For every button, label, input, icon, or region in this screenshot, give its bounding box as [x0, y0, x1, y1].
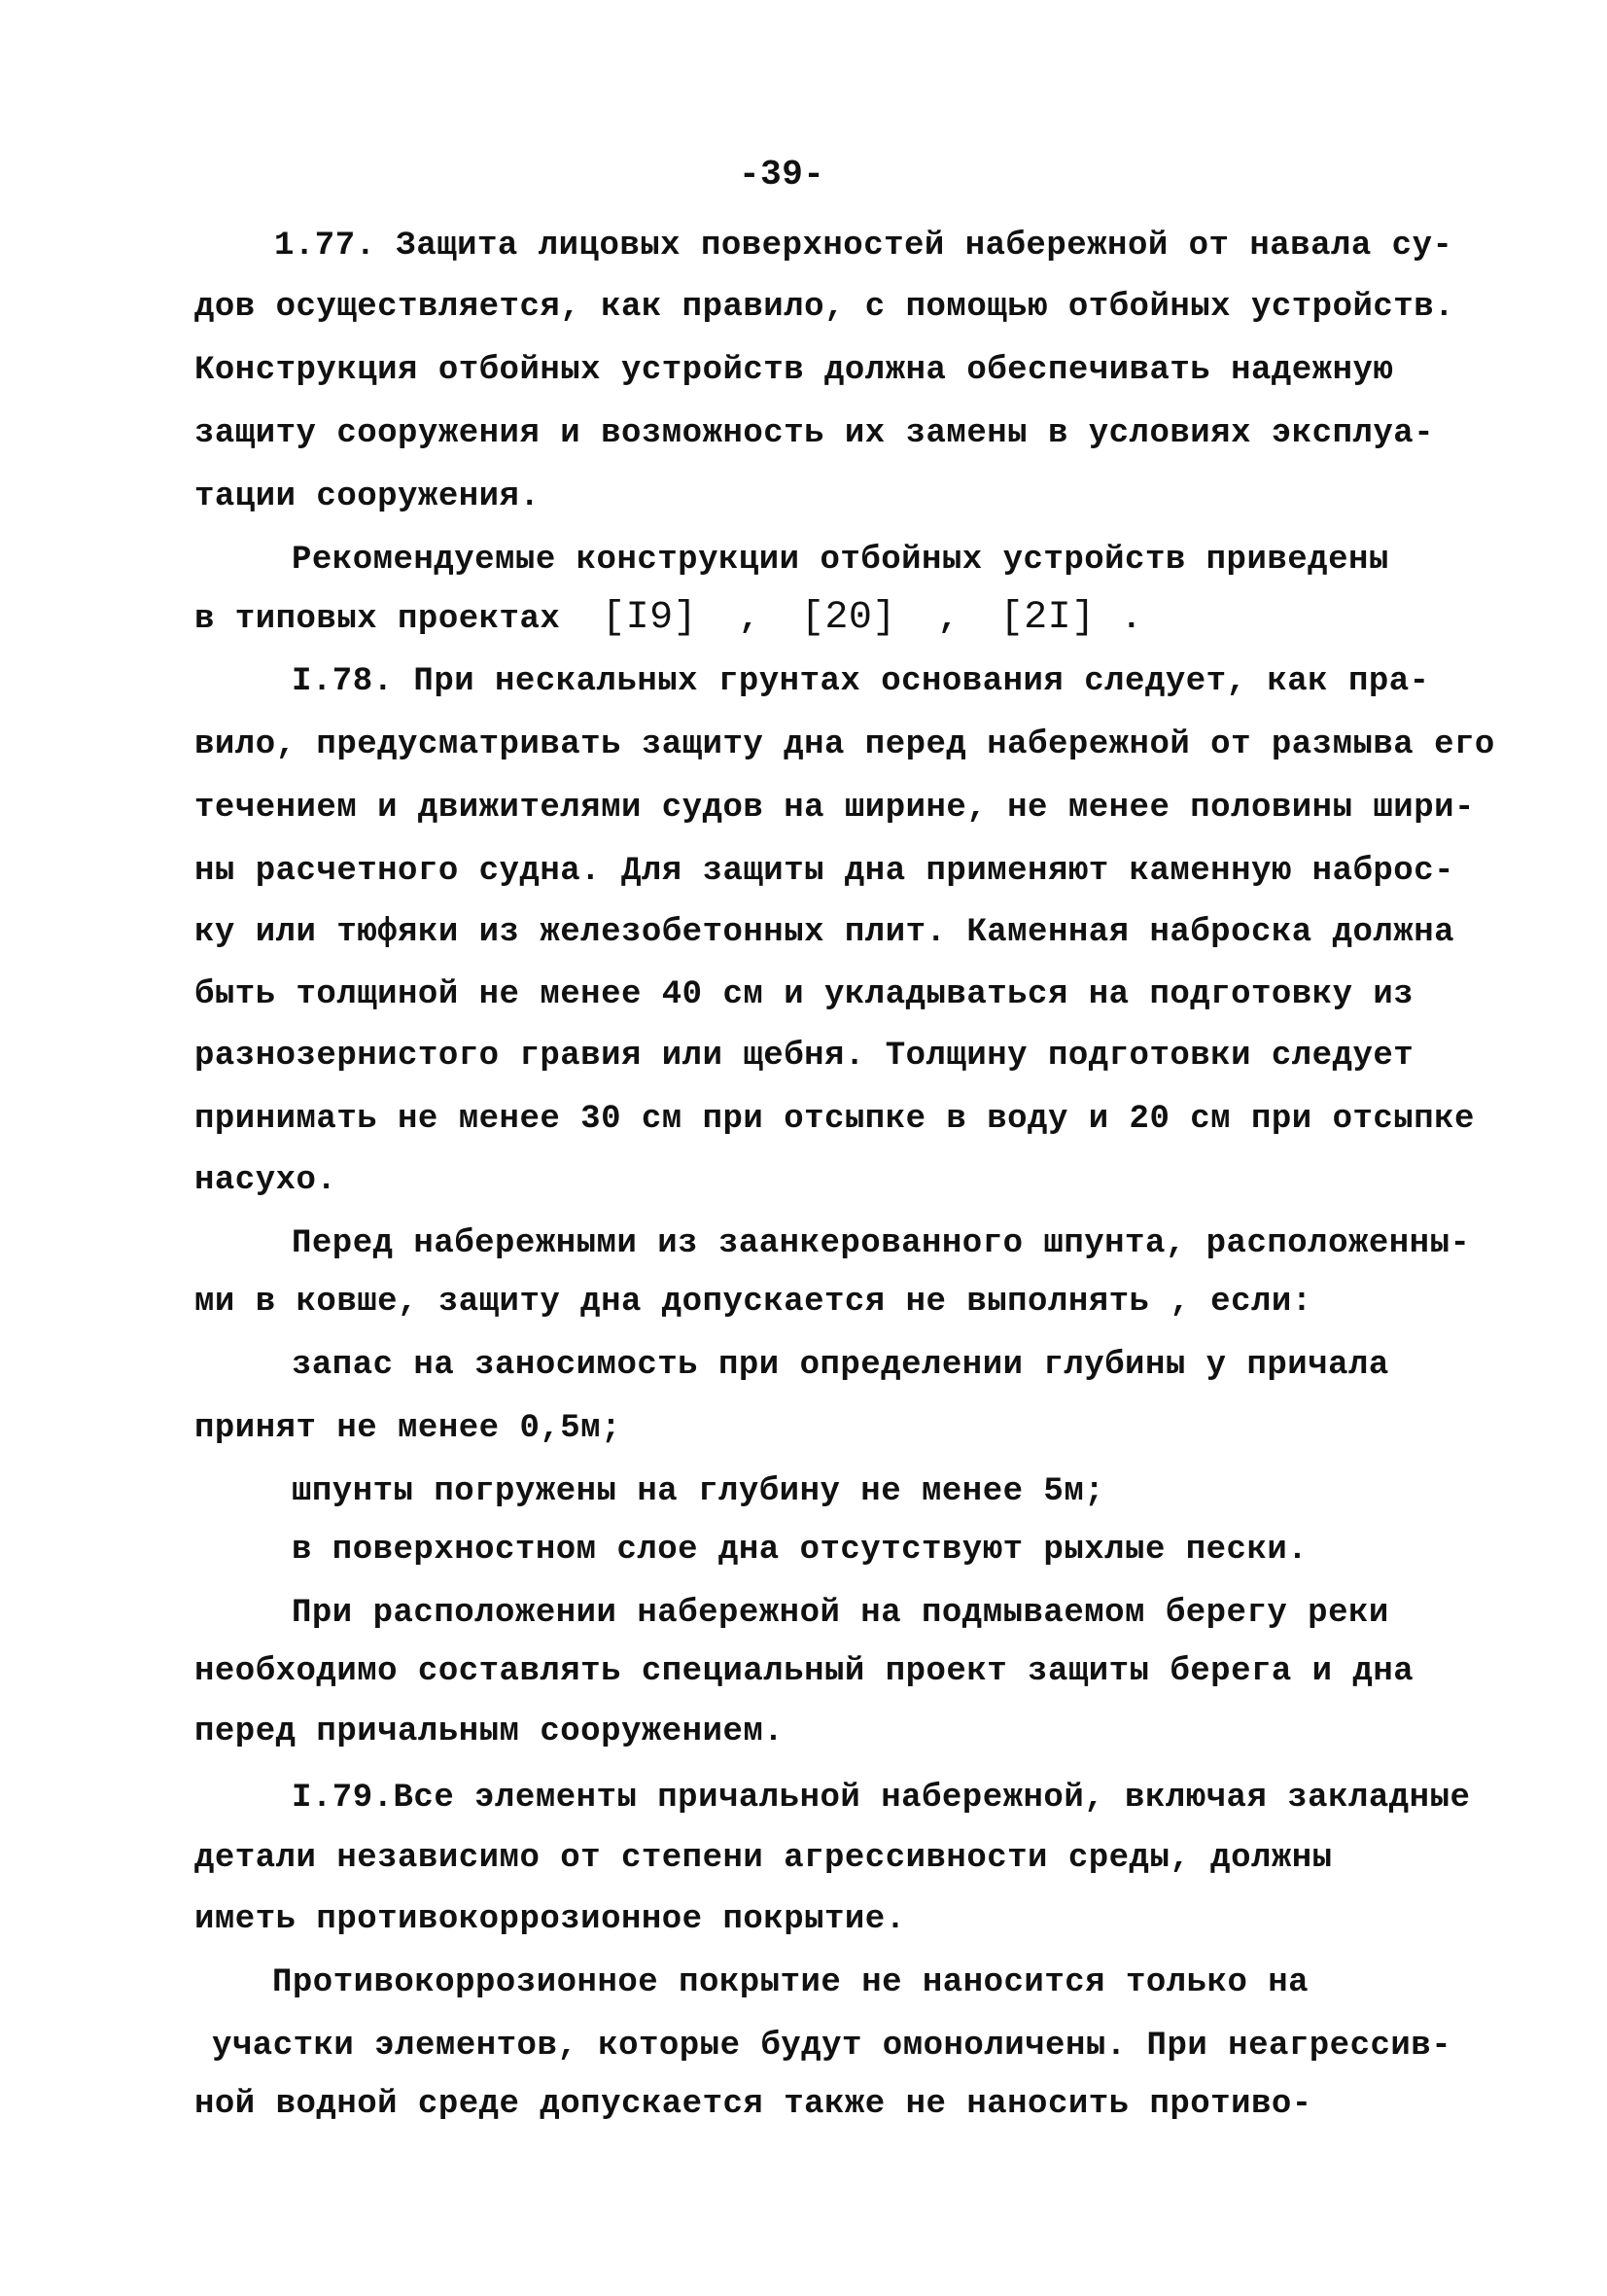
text-line: шпунты погружены на глубину не менее 5м;: [292, 1473, 1105, 1510]
text-line: течением и движителями судов на ширине, не менее половины шири-: [194, 790, 1475, 827]
text-line: вило, предусматривать защиту дна перед набережной от размыва его: [194, 726, 1495, 763]
text-line: запас на заносимость при определении глубины у причала: [292, 1347, 1389, 1384]
text-line: Противокоррозионное покрытие не наносится только на: [272, 1964, 1310, 2001]
text-line: 1.77. Защита лицовых поверхностей набережной от навала су-: [274, 228, 1453, 265]
text-line: При расположении набережной на подмываемом берегу реки: [292, 1595, 1389, 1632]
text-line: I.78. При нескальных грунтах основания следует, как пра-: [292, 663, 1430, 700]
page-number: -39-: [739, 155, 825, 194]
reference-19: [I9]: [602, 596, 698, 640]
reference-21: [2I]: [999, 596, 1096, 640]
reference-separator: ,: [739, 601, 759, 638]
text-line: Рекомендуемые конструкции отбойных устройств приведены: [292, 542, 1389, 579]
text-line: I.79.Все элементы причальной набережной, включая закладные: [292, 1780, 1471, 1817]
text-line: в типовых проектах: [194, 601, 561, 638]
reference-20: [20]: [800, 596, 896, 640]
text-line: ной водной среде допускается также не наносить противо-: [194, 2086, 1312, 2123]
text-line: перед причальным сооружением.: [194, 1713, 785, 1750]
text-line: принимать не менее 30 см при отсыпке в воду и 20 см при отсыпке: [194, 1101, 1475, 1138]
text-line: тации сооружения.: [194, 478, 541, 515]
references-line: [194, 596, 1142, 640]
text-line: иметь противокоррозионное покрытие.: [194, 1901, 906, 1938]
text-line: необходимо составлять специальный проект защиты берега и дна: [194, 1653, 1415, 1690]
text-line: в поверхностном слое дна отсутствуют рыхлые пески.: [292, 1532, 1309, 1569]
text-line: ны расчетного судна. Для защиты дна применяют каменную наброс-: [194, 853, 1455, 890]
text-line: дов осуществляется, как правило, с помощью отбойных устройств.: [194, 289, 1455, 326]
reference-end: .: [1121, 601, 1142, 638]
text-line: ми в ковше, защиту дна допускается не выполнять , если:: [194, 1284, 1312, 1321]
text-line: быть толщиной не менее 40 см и укладываться на подготовку из: [194, 976, 1415, 1013]
text-line: ку или тюфяки из железобетонных плит. Каменная наброска должна: [194, 914, 1455, 951]
text-line: Конструкция отбойных устройств должна обеспечивать надежную: [194, 352, 1394, 389]
text-line: насухо.: [194, 1162, 337, 1199]
reference-separator: ,: [937, 601, 959, 638]
text-line: разнозернистого гравия или щебня. Толщину подготовки следует: [194, 1038, 1415, 1075]
text-line: участки элементов, которые будут омоноличены. При неагрессив-: [212, 2028, 1452, 2065]
text-line: защиту сооружения и возможность их замены в условиях эксплуа-: [194, 415, 1435, 452]
text-line: принят не менее 0,5м;: [194, 1410, 621, 1447]
text-line: Перед набережными из заанкерованного шпунта, расположенны-: [292, 1225, 1471, 1262]
text-line: детали независимо от степени агрессивности среды, должны: [194, 1840, 1333, 1877]
